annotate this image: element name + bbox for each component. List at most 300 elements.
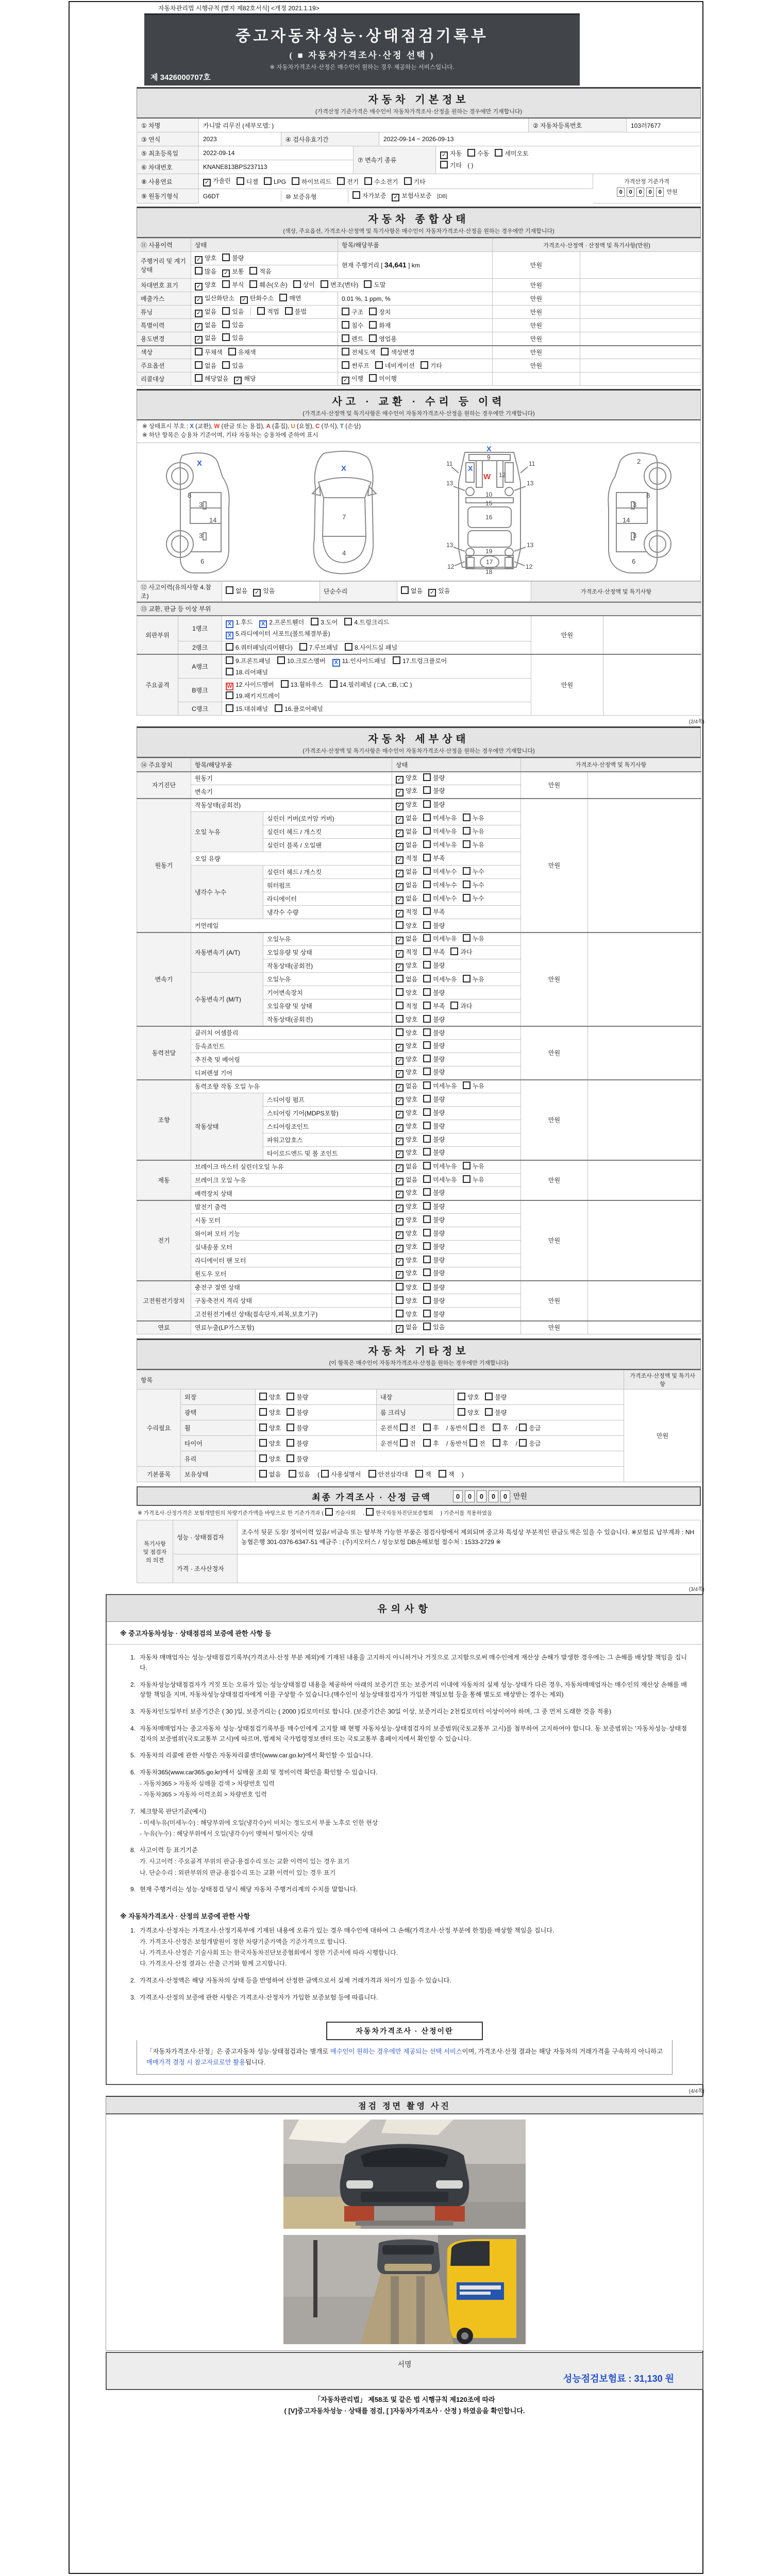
checkbox-option[interactable]: 부족: [423, 1002, 445, 1010]
checkbox-option[interactable]: 영업용: [369, 334, 397, 343]
table-row: 특별이력 ✓ 없음 있음 침수 화재 만원: [137, 319, 701, 332]
notice-item: 1. 자동차 매매업자는 성능·상태점검기록부(가격조사·산정 부분 제외)에 기재된 내용을 고지하지 아니하거나 거짓으로 고지함으로써 매수인에게 재산상 손해가 발생한 경우에는 그 손해를 배상할 책임을 집니다.: [130, 1654, 687, 1671]
notes-cell: [588, 1321, 701, 1334]
device-group-label: 자기진단: [137, 772, 191, 799]
checkbox-option[interactable]: 불량: [423, 1202, 445, 1211]
checkbox-option[interactable]: 과다: [450, 947, 472, 956]
checkbox-option[interactable]: 있음: [222, 320, 244, 329]
checkbox-option[interactable]: 부족: [423, 854, 445, 862]
checkbox-option[interactable]: 불량: [423, 1041, 445, 1050]
checkbox-option[interactable]: 불량: [423, 1028, 445, 1037]
accident-subtitle: (가격조사·산정액 및 특기사항은 매수인이 자동차가격조사·산정을 원하는 경우에만 기재합니다): [303, 411, 535, 417]
checkbox-option[interactable]: ✓ 양호: [396, 1108, 417, 1118]
basic-rows-5-6: [137, 174, 701, 204]
checkbox-option[interactable]: 안전삼각대: [368, 1470, 408, 1479]
checkbox-option[interactable]: 양호: [458, 1408, 479, 1417]
checkbox-option[interactable]: ✓ 보험사보증: [392, 191, 431, 201]
panel-part[interactable]: W 12.사이드멤버: [226, 680, 274, 690]
field-label: ① 차명: [137, 118, 199, 132]
diagram-left-side-view: [152, 446, 262, 578]
checkbox-option[interactable]: 불량: [423, 1268, 445, 1277]
svg-text:3: 3: [199, 500, 203, 509]
checkbox-option[interactable]: 불량: [423, 786, 445, 795]
checkbox-option[interactable]: ✓ 자동: [440, 149, 462, 159]
document-page: [69, 1, 703, 2574]
checkbox-option[interactable]: 누유: [463, 934, 484, 943]
checkbox-option[interactable]: 양호: [259, 1408, 281, 1417]
checkbox-option[interactable]: 양호: [259, 1439, 281, 1448]
checkbox-option[interactable]: 있음: [423, 1323, 445, 1331]
notice-item: 6. 자동차365(www.car365.go.kr)에서 실매물 조회 및 정비이력 확인을 확인할 수 있습니다. - 자동차365 > 자동차 실매물 검색 > 차량번호 입력 - 자동차365 > 자동차 이력조회 > 차량번호 입력: [130, 1769, 378, 1799]
table-row: 기본품목 보유상태 없음 있음 ( 사용설명서 안전삼각대 잭 잭 ): [137, 1467, 701, 1482]
checkbox-option[interactable]: 기타: [404, 177, 426, 186]
checkbox-option[interactable]: 누유: [463, 1081, 484, 1090]
svg-text:3: 3: [632, 500, 636, 509]
item-label: 작동상태(공회전): [263, 1013, 392, 1026]
checkbox-option[interactable]: ✓ 없음: [396, 1323, 417, 1333]
checkbox-option[interactable]: ✓ 탄화수소: [240, 294, 274, 304]
checkbox-option[interactable]: 양호: [396, 1028, 417, 1037]
price-cell: 만원: [531, 654, 603, 716]
checkbox-option[interactable]: 기타: [421, 361, 442, 370]
checkbox-option[interactable]: 미세누유: [423, 975, 457, 984]
checkbox-option[interactable]: 불량: [222, 253, 244, 262]
comp-subtitle: (색상, 주요옵션, 가격조사·산정액 및 특기사항은 매수인이 자동차가격조사·산정을 원하는 경우에만 기재합니다): [283, 228, 554, 234]
checkbox-option[interactable]: 전: [400, 1439, 416, 1448]
price-notes-header: 가격조사·산정액 및 특기사항: [531, 581, 701, 601]
svg-text:16: 16: [485, 513, 493, 521]
checkbox-option[interactable]: 적음: [249, 267, 271, 276]
checkbox-option[interactable]: ✓ 양호: [396, 1067, 417, 1078]
checkbox-option[interactable]: 양호: [396, 1015, 417, 1024]
table-row: 타이어 양호 불량 운전석 전 후 / 동반석 전 후 / 응급: [137, 1436, 701, 1451]
price-assessor-text: [238, 1554, 701, 1583]
svg-text:X: X: [486, 446, 492, 453]
checkbox-option[interactable]: 불법: [285, 307, 307, 316]
panel-part[interactable]: X 1.후드: [226, 618, 253, 628]
checkbox-option[interactable]: 불량: [423, 1015, 445, 1024]
checkbox-option[interactable]: 불량: [423, 1256, 445, 1264]
checkbox-option[interactable]: 불량: [423, 1055, 445, 1063]
table-row: 주행거리 및 계기상태 ✓ 양호 불량 현재 주행거리 [ 34,641 ] km 만원: [137, 252, 701, 265]
checkbox-option[interactable]: ✓ 없음: [396, 894, 417, 904]
checkbox-option[interactable]: 썬루프: [342, 361, 369, 370]
base-price-label: 가격산정 기준가격: [624, 179, 670, 185]
checkbox-option[interactable]: 디젤: [237, 177, 258, 186]
checkbox-option[interactable]: ✓ 양호: [396, 1148, 417, 1158]
checkbox-option[interactable]: 미세누수: [423, 894, 457, 903]
checkbox-option[interactable]: 불량: [423, 1229, 445, 1238]
price-assessor-label: 가격 · 조사산정자: [173, 1554, 238, 1583]
panel-part[interactable]: 7.루브패널: [299, 643, 338, 652]
checkbox-option[interactable]: ✓ 있음: [428, 586, 450, 597]
checkbox-option[interactable]: ✓ 양호: [396, 1268, 417, 1279]
notice-item: 2. 가격조사·산정액은 해당 자동차의 상태 등을 반영하여 산정한 금액으로서 실제 거래가격과 차이가 있을 수 있습니다.: [130, 1976, 451, 1984]
checkbox-option[interactable]: 상이: [293, 280, 315, 289]
checkbox-option[interactable]: 수소전기: [364, 177, 398, 186]
unit-label: 만원: [513, 1492, 527, 1500]
notes-cell: [588, 1281, 701, 1321]
checkbox-option[interactable]: 양호: [396, 988, 417, 997]
checkbox-option[interactable]: 불량: [423, 921, 445, 930]
state-mark-legend: ※ 상태표시 부호 : X (교환), W (판금 또는 용접), A (흠집), U (요철), C (부식), T (손상) ※ 하단 항목은 승용차 기준이며, 기타 자동차는 승용차에 준하여 표시: [137, 420, 701, 443]
item-label: 디퍼렌셜 기어: [191, 1066, 392, 1080]
checkbox-option[interactable]: 불량: [423, 1283, 445, 1292]
panel-part[interactable]: X 2.프론트휀더: [259, 618, 304, 628]
final-price-value: [431, 1490, 700, 1502]
legend-mark-U: U: [291, 423, 295, 430]
panel-part[interactable]: 16.플로어패널: [275, 704, 323, 713]
notes-cell: [588, 772, 701, 799]
price-cell: 만원: [493, 359, 580, 372]
checkbox-option[interactable]: 양호: [396, 921, 417, 930]
checkbox-option[interactable]: 전기: [337, 177, 359, 186]
checkbox-option[interactable]: ✓ 없음: [195, 307, 216, 317]
checkbox-option[interactable]: 후: [423, 1439, 439, 1448]
checkbox-option[interactable]: 적정: [396, 1002, 417, 1010]
notes-cell: [580, 372, 701, 386]
detail-condition-table: ⑭ 주요장치 항목/해당부품 상태 가격조사·산정액 및 특기사항 자기진단 원동기 ✓ 양호 불량 만원 변속기 ✓ 양호 불량 원동기 작동상태(공회전) ✓ 양호 불량 만원 오일 누유 실린더 커버(로커암 커버) ✓ 없음 미세누유 누유 실린더 헤드 / 개스킷 ✓ 없음 미세누유 누유 실린더 블록 / 오일팬 ✓ 없음 미세누유 누유 오일 유량 ✓ 적정 부족 냉각수 누수 실린더 헤드 / 개스킷 ✓ 없음 미세누수 누수 워터펌프 ✓ 없음 미세누수 누수 라디에이터 ✓ 없음 미세누수 누수 냉각수 수량 ✓ 적정 부족 커먼레일 양호 불량 변속기 자동변속기 (A/T) 오일누유 ✓ 없음 미세누유 누유 만원 오일유량 및 상태 ✓ 적정 부족 과다 작동상태(공회전) ✓ 양호 불량 수동변속기 (M/T) 오일누유 없음 미세누유 누유 기어변속장치 양호 불량 오일유량 및 상태 적정 부족 과다 작동상태(공회전) 양호 불량 동력전달 클러치 어셈블리 양호 불량 만원 등속죠인트 ✓ 양호 불량 추진축 및 베어링 ✓ 양호 불량 디퍼렌셜 기어 ✓ 양호 불량 조향 동력조향 작동 오일 누유 ✓ 없음 미세누유 누유 만원 작동상태 스티어링 펌프 ✓ 양호 불량 스티어링 기어(MDPS포함) ✓ 양호 불량 스티어링조인트 ✓ 양호 불량 파워고압호스 ✓ 양호 불량 타이로드엔드 및 볼 조인트 ✓ 양호 불량 제동 브레이크 마스터 실린더오일 누유 ✓ 없음 미세누유 누유 만원 브레이크 오일 누유 ✓ 없음 미세누유 누유 배력장치 상태 ✓ 양호 불량 전기 발전기 출력 ✓ 양호 불량 만원 시동 모터 ✓ 양호 불량 와이퍼 모터 기능 ✓ 양호 불량 실내송풍 모터 ✓ 양호 불량 라디에이터 팬 모터 ✓ 양호 불량 윈도우 모터 ✓ 양호 불량 고전원전기장치 충전구 절연 상태 양호 불량 만원 구동축전지 격리 상태 양호 불량 고전원전기배선 상태(접속단자,피복,보호기구) 양호 불량 연료 연료누출(LP가스포함) ✓ 없음 있음 만원: [137, 758, 701, 1334]
svg-text:6: 6: [200, 557, 205, 565]
checkbox-option[interactable]: 응급: [519, 1439, 541, 1448]
checkbox-option[interactable]: 불량: [423, 1310, 445, 1318]
checkbox-option[interactable]: ✓ 가솔린: [203, 176, 231, 187]
notice-item: 7. 체크항목 판단기준(예시) - 미세누유(미세누수) : 해당부위에 오일(냉각수)이 비치는 정도로서 부품 노후로 인한 현상 - 누유(누수) : 해당부위에서 오일(냉각수)이 맺혀서 떨어지는 상태: [130, 1807, 378, 1837]
checkbox-option[interactable]: ✓ 적정: [396, 907, 417, 918]
misc-title: 자동차 기타정보: [368, 1346, 469, 1357]
checkbox-option[interactable]: 누유: [463, 840, 484, 849]
price-survey-select-line: ( ■ 자동차가격조사·산정 선택 ): [289, 50, 435, 60]
checkbox-option[interactable]: 불량: [287, 1439, 308, 1448]
diagram-top-view: [288, 446, 404, 578]
checkbox-option[interactable]: 양호: [396, 1296, 417, 1305]
checkbox-option[interactable]: ✓ 있음: [253, 586, 275, 597]
checkbox-option[interactable]: ✓ 없음: [396, 1175, 417, 1185]
checkbox-option[interactable]: 침수: [342, 321, 363, 330]
checkbox-option[interactable]: 불량: [423, 1148, 445, 1157]
price-digit: 0: [646, 188, 654, 197]
panel-part[interactable]: X 11.인사이드패널: [332, 656, 386, 667]
checkbox-option[interactable]: 잭: [439, 1470, 455, 1479]
panel-part[interactable]: X 5.라디에이터 서포트(볼트체결부품): [226, 629, 330, 639]
checkbox-option[interactable]: 자가보증: [352, 191, 386, 200]
item-label: 시동 모터: [191, 1214, 392, 1227]
checkbox-option[interactable]: 누수: [463, 894, 484, 903]
item-label: 실린더 헤드 / 개스킷: [263, 866, 392, 879]
checkbox-option[interactable]: 전: [469, 1423, 485, 1432]
checkbox-option[interactable]: ✓ 양호: [396, 1041, 417, 1052]
accident-history-label: ⑫ 사고이력(유의사항 4.참조): [137, 581, 222, 601]
accident-history-table: [137, 581, 701, 602]
checkbox-option[interactable]: ✓ 양호: [396, 1229, 417, 1239]
checkbox-option[interactable]: ✓ 양호: [396, 786, 417, 796]
checkbox-option[interactable]: 적법: [257, 307, 279, 316]
checkbox-option[interactable]: 기타: [440, 161, 462, 170]
checkbox-option[interactable]: 양호: [259, 1423, 281, 1432]
checkbox-option[interactable]: 불량: [423, 1122, 445, 1130]
checkbox-option[interactable]: 불량: [423, 773, 445, 782]
checkbox-option[interactable]: 해당없음: [195, 374, 228, 383]
checkbox-option[interactable]: 미세누유: [423, 934, 457, 943]
checkbox-option[interactable]: 없음: [226, 586, 247, 595]
checkbox-option[interactable]: ✓ 없음: [396, 840, 417, 851]
svg-text:12: 12: [525, 563, 533, 570]
checkbox-option[interactable]: ✓ 해당: [234, 374, 256, 384]
checkbox-option[interactable]: 없음: [195, 361, 216, 370]
checkbox-option[interactable]: 미세누수: [423, 880, 457, 889]
checkbox-option[interactable]: 양호: [259, 1393, 281, 1401]
svg-text:12: 12: [498, 471, 506, 479]
price-cell: 만원: [521, 1080, 588, 1160]
section-confirmation: [106, 2390, 703, 2416]
checkbox-option[interactable]: 세미오토: [495, 149, 528, 158]
checkbox-option[interactable]: 매연: [279, 294, 301, 302]
price-digit: 0: [500, 1490, 510, 1502]
checkbox-option[interactable]: ✓ 양호: [396, 1095, 417, 1105]
checkbox-option[interactable]: ✓ 양호: [396, 1122, 417, 1132]
notice-title: 유의사항: [107, 1595, 702, 1622]
item-label: 라디에이터: [263, 892, 392, 906]
checkbox-option[interactable]: 양호: [458, 1393, 479, 1401]
checkbox-option[interactable]: 구조: [342, 308, 363, 316]
notes-cell: [580, 359, 701, 372]
checkbox-option[interactable]: 누수: [463, 867, 484, 876]
svg-text:3: 3: [199, 531, 203, 539]
checkbox-option[interactable]: 미세누수: [423, 867, 457, 876]
checkbox-option[interactable]: 훼손(오손): [249, 280, 287, 289]
checkbox-option[interactable]: 양호: [259, 1454, 281, 1463]
checkbox-option[interactable]: 누유: [463, 814, 484, 822]
checkbox-option[interactable]: 불량: [423, 800, 445, 809]
checkbox-option[interactable]: ✓ 없음: [396, 880, 417, 891]
checkbox-option[interactable]: ✓ 없음: [396, 814, 417, 824]
item-label: 배력장치 상태: [191, 1187, 392, 1200]
notice-item: 3. 자동차인도일부터 보증기간은 ( 30 )일, 보증거리는 ( 2000 )킬로미터로 합니다. (보증기간은 30일 이상, 보증거리는 2천킬로미터 이상이어야 하며, 그 중 먼저 도래한 것을 적용): [130, 1708, 612, 1716]
engine-type-value: G6DT: [199, 191, 281, 202]
panel-part[interactable]: 18.리어패널: [226, 668, 268, 676]
checkbox-option[interactable]: 전: [469, 1439, 485, 1448]
item-label: 파워고압호스: [263, 1133, 392, 1147]
checkbox-option[interactable]: 변조(변타): [321, 280, 358, 289]
item-label: 변속기: [191, 785, 392, 799]
checkbox-option[interactable]: ✓ 양호: [396, 773, 417, 784]
checkbox-option[interactable]: 있음: [222, 333, 244, 342]
svg-text:11: 11: [446, 460, 453, 467]
checkbox-option[interactable]: 화재: [369, 321, 391, 330]
checkbox-option[interactable]: 불량: [423, 1296, 445, 1305]
checkbox-option[interactable]: ✓ 없음: [396, 867, 417, 877]
notes-cell: [603, 654, 701, 716]
section-inspector-opinion: [137, 1520, 701, 1583]
checkbox-option[interactable]: 없음: [259, 1470, 281, 1479]
checkbox-option[interactable]: 불량: [485, 1408, 507, 1417]
warranty-suffix: [DB]: [437, 193, 447, 199]
panel-part[interactable]: 14.필러패널 ( □A, □B, □C ): [330, 680, 412, 689]
checkbox-option[interactable]: 렌트: [342, 334, 363, 343]
inspection-valid-period-value: 2022-09-14 ~ 2026-09-13: [379, 132, 701, 146]
checkbox-option[interactable]: 불량: [485, 1393, 507, 1401]
checkbox-option[interactable]: 없음: [396, 975, 417, 984]
checkbox-option[interactable]: 사용설명서: [321, 1470, 361, 1479]
device-group-label: 제동: [137, 1160, 191, 1200]
checkbox-option[interactable]: 도말: [364, 280, 385, 289]
item-label: 추진축 및 베어링: [191, 1053, 392, 1066]
checkbox-option[interactable]: 유채색: [228, 348, 256, 357]
checkbox-option[interactable]: 불량: [287, 1423, 308, 1432]
panel-part[interactable]: 17.트렁크플로어: [393, 656, 447, 665]
checkbox-option[interactable]: ✓ 없음: [195, 333, 216, 344]
checkbox-option[interactable]: 색상변경: [381, 348, 414, 357]
section-notice: [106, 1594, 703, 2085]
item-label: 기어변속장치: [263, 986, 392, 999]
price-basis-note: ※ 가격조사·산정가격은 보험개발원의 차량기준가액을 바탕으로 한 기준가격과 ( 기술사회 , 한국자동차진단보증협회 ) 기준서를 적용하였음: [137, 1506, 701, 1518]
checkbox-option[interactable]: ✓ 양호: [396, 1135, 417, 1145]
rank-label: 1랭크: [178, 616, 222, 641]
checkbox-option[interactable]: 불량: [287, 1408, 308, 1417]
price-cell: 만원: [521, 772, 588, 799]
checkbox-option[interactable]: 장치: [369, 308, 391, 316]
checkbox-option[interactable]: ✓ 양호: [396, 961, 417, 971]
rank-label: B랭크: [178, 679, 222, 702]
table-row: 튜닝 ✓ 없음 있음 적법 불법 구조 장치 만원: [137, 306, 701, 319]
panel-part[interactable]: 10.크로스멤버: [277, 656, 326, 665]
checkbox-option[interactable]: ✓ 없음: [396, 827, 417, 837]
checkbox-option[interactable]: 있음: [222, 361, 244, 370]
checkbox-option[interactable]: ✓ 없음: [396, 1162, 417, 1172]
checkbox-option[interactable]: 누유: [463, 1175, 484, 1184]
notes-cell: [588, 1160, 701, 1200]
checkbox-option[interactable]: ✓ 양호: [396, 1256, 417, 1266]
checkbox-option[interactable]: ✓ 없음: [396, 934, 417, 944]
checkbox-option[interactable]: 불량: [423, 961, 445, 970]
checkbox-option[interactable]: 기술사회: [325, 1508, 356, 1517]
field-label: ④ 검사유효기간: [281, 132, 379, 146]
checkbox-option[interactable]: 미세누유: [423, 840, 457, 849]
field-label: ⑦ 변속기 종류: [354, 146, 436, 174]
checkbox-option[interactable]: ✓ 양호: [396, 1188, 417, 1198]
table-row: [137, 1026, 701, 1040]
price-digit: 0: [656, 188, 664, 197]
checkbox-option[interactable]: ✓ 이행: [342, 374, 363, 384]
item-label: 워터펌프: [263, 879, 392, 892]
checkbox-option[interactable]: 과다: [450, 1002, 472, 1010]
checkbox-option[interactable]: 후: [493, 1439, 509, 1448]
checkbox-option[interactable]: 후: [493, 1423, 509, 1432]
checkbox-option[interactable]: 수동: [467, 149, 489, 158]
field-label: ⑤ 최초등록일: [137, 146, 199, 160]
checkbox-option[interactable]: 미세누유: [423, 814, 457, 822]
checkbox-option[interactable]: 불량: [423, 1095, 445, 1104]
checkbox-option[interactable]: 있음: [289, 1470, 310, 1479]
checkbox-option[interactable]: 전: [400, 1423, 416, 1432]
panel-part[interactable]: 3.도어: [311, 618, 338, 626]
checkbox-option[interactable]: ✓ 양호: [396, 1055, 417, 1065]
checkbox-option[interactable]: 부족: [423, 947, 445, 956]
checkbox-option[interactable]: 많음: [195, 267, 216, 276]
checkbox-option[interactable]: ✓ 없음: [195, 320, 216, 331]
checkbox-option[interactable]: ✓ 양호: [396, 800, 417, 810]
checkbox-option[interactable]: ✓ 양호: [396, 1242, 417, 1252]
checkbox-option[interactable]: 누수: [463, 880, 484, 889]
checkbox-option[interactable]: 불량: [423, 1108, 445, 1117]
panel-part[interactable]: 13.휠하우스: [281, 680, 323, 689]
price-cell: 만원: [624, 1389, 701, 1482]
basic-subtitle: (가격산정 기준가격은 매수인이 자동차가격조사·산정을 원하는 경우에만 기재합니다): [315, 109, 523, 115]
item-label: 실린더 헤드 / 개스킷: [263, 825, 392, 839]
checkbox-option[interactable]: ✓ 일산화탄소: [195, 294, 234, 304]
panel-part[interactable]: 4.트렁크리드: [344, 618, 389, 626]
price-survey-definition-box: [137, 2022, 673, 2075]
checkbox-option[interactable]: 불량: [287, 1393, 308, 1401]
checkbox-option[interactable]: 한국자동차진단보증협회: [366, 1508, 433, 1517]
checkbox-option[interactable]: ✓ 양호: [195, 253, 216, 264]
checkbox-option[interactable]: 불량: [423, 1188, 445, 1197]
checkbox-option[interactable]: 미이행: [369, 374, 397, 383]
checkbox-option[interactable]: 하이브리드: [292, 177, 331, 186]
diagram-right-side-view: [575, 446, 686, 578]
checkbox-option[interactable]: 불량: [423, 1135, 445, 1144]
checkbox-option[interactable]: 불량: [423, 1242, 445, 1251]
misc-info-table: 항목 가격조사·산정액 및 특기사항 수리필요 외장 양호 불량 내장 양호 불량 만원 광택 양호 불량 룸 크리닝 양호 불량 휠 양호 불량 운전석 전 후 / 동반석 전 후 / 응급 타이어 양호 불량 운전석 전 후 / 동반석 전 후 / 응급 유리 양호 불량 기본품목 보유상태 없음 있음 ( 사용설명서 안전삼각대 잭 잭 ): [137, 1370, 701, 1482]
panel-part[interactable]: 15.대쉬패널: [226, 704, 268, 713]
checkbox-option[interactable]: ✓ 적정: [396, 947, 417, 958]
checkbox-option[interactable]: 후: [423, 1423, 439, 1432]
price-digit: 0: [453, 1490, 463, 1502]
panel-part[interactable]: 6.쿼터패널(리어휀다): [226, 643, 293, 652]
checkbox-option[interactable]: 미세누유: [423, 1162, 457, 1171]
checkbox-option[interactable]: 누유: [463, 1162, 484, 1171]
checkbox-option[interactable]: 불량: [423, 988, 445, 997]
checkbox-option[interactable]: 잭: [415, 1470, 431, 1479]
panel-part[interactable]: 8.사이드실 패널: [345, 643, 397, 652]
base-price-cell: [593, 174, 701, 204]
panel-part[interactable]: 9.프론트패널: [226, 656, 271, 665]
checkbox-option[interactable]: 미세누유: [423, 1081, 457, 1090]
checkbox-option[interactable]: ✓ 보통: [222, 267, 244, 277]
checkbox-option[interactable]: 양호: [396, 1310, 417, 1318]
checkbox-option[interactable]: ✓ 양호: [396, 1202, 417, 1212]
checkbox-option[interactable]: 부식: [222, 280, 244, 289]
checkbox-option[interactable]: ✓ 양호: [195, 280, 216, 291]
checkbox-option[interactable]: 불량: [423, 1067, 445, 1076]
checkbox-option[interactable]: 무채색: [195, 348, 223, 357]
checkbox-option[interactable]: ✓ 없음: [396, 1081, 417, 1092]
checkbox-option[interactable]: 없음: [401, 586, 423, 595]
checkbox-option[interactable]: 불량: [287, 1454, 308, 1463]
price-cell: 만원: [521, 1321, 588, 1334]
rank-label: A랭크: [178, 654, 222, 679]
checkbox-option[interactable]: 부족: [423, 907, 445, 916]
checkbox-option[interactable]: 있음: [222, 307, 244, 316]
checkbox-option[interactable]: 전체도색: [342, 348, 375, 357]
checkbox-option[interactable]: ✓ 적정: [396, 854, 417, 864]
panel-part[interactable]: 19.패키지트레이: [226, 691, 280, 700]
section-accident-history: [137, 389, 701, 716]
checkbox-option[interactable]: 불량: [423, 1215, 445, 1224]
checkbox-option[interactable]: 네비게이션: [375, 361, 415, 370]
checkbox-option[interactable]: 누유: [463, 975, 484, 984]
checkbox-option[interactable]: ✓ 양호: [396, 1215, 417, 1226]
checkbox-option[interactable]: 미세누유: [423, 827, 457, 836]
svg-text:18: 18: [485, 568, 493, 575]
checkbox-option[interactable]: 응급: [519, 1423, 541, 1432]
notes-cell: [580, 292, 701, 306]
checkbox-option[interactable]: 양호: [396, 1283, 417, 1292]
price-digit: 0: [477, 1490, 486, 1502]
checkbox-option[interactable]: LPG: [264, 177, 286, 185]
checkbox-option[interactable]: 누유: [463, 827, 484, 836]
checkbox-option[interactable]: 미세누유: [423, 1175, 457, 1184]
